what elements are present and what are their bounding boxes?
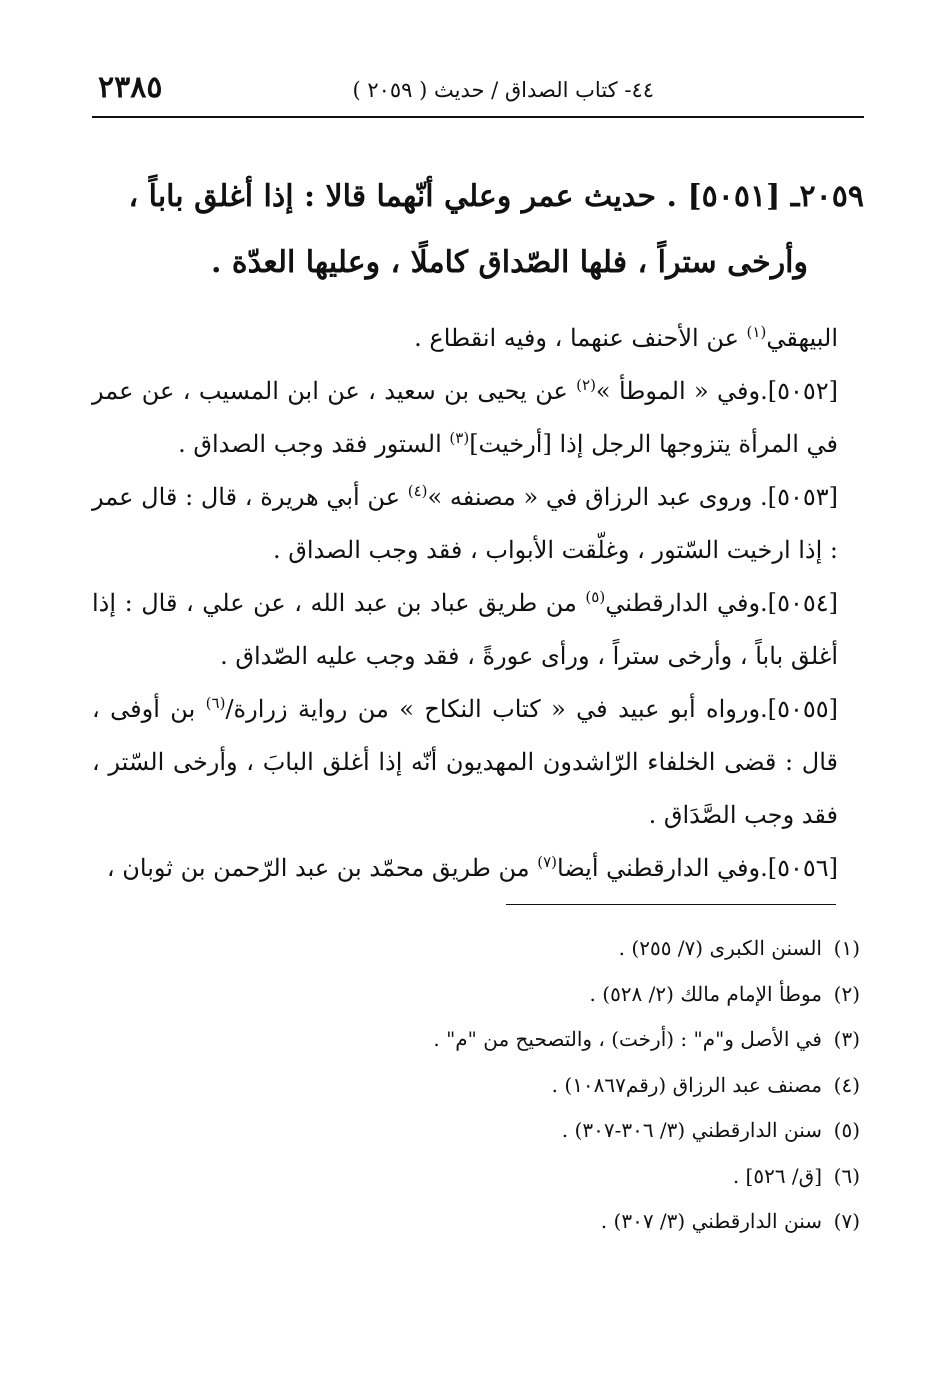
- running-header-title: ٤٤- كتاب الصداق / حديث ( ٢٠٥٩ ): [352, 78, 654, 102]
- paragraph-text: [٥٠٥٦].وفي الدارقطني أيضا: [557, 854, 838, 882]
- footnote-text: في الأصل و"م" : (أرخت) ، والتصحيح من "م" .: [433, 1027, 822, 1051]
- footnote: [100, 1199, 860, 1245]
- footnote-text: مصنف عبد الرزاق (رقم١٠٨٦٧) .: [551, 1072, 822, 1097]
- commentary-body: [92, 312, 864, 895]
- paragraph-text: عن يحيى بن سعيد ، عن ابن المسيب ، عن عمر في المرأة يتزوجها الرجل إذا [أرخيت]: [92, 377, 838, 458]
- footnote-text: السنن الكبرى (٧/ ٢٥٥) .: [618, 936, 822, 960]
- paragraph-text: [٥٠٥٢].وفي « الموطأ »: [595, 377, 839, 405]
- footnote-number: (٤): [833, 1072, 860, 1097]
- footnote-ref: (٦): [205, 694, 226, 712]
- paragraph: [92, 471, 864, 577]
- paragraph-text: عن أبي هريرة ، قال : قال عمر : إذا ارخيت السّتور ، وغلّقت الأبواب ، فقد وجب الصداق .: [92, 483, 838, 564]
- page-number: ٢٣٨٥: [98, 70, 163, 105]
- paragraph-text: عن الأحنف عنهما ، وفيه انقطاع .: [414, 324, 747, 352]
- footnote-number: (٢): [833, 981, 860, 1006]
- paragraph-text: [٥٠٥٣]. وروى عبد الرزاق في « مصنفه »: [427, 483, 838, 511]
- paragraph-text: بن أوفى ، قال : قضى الخلفاء الرّاشدون المهديون أنّه إذا أغلق البابَ ، وأرخى السّتر ، فقد وجب الصَّدَاق .: [92, 695, 838, 829]
- paragraph: [92, 842, 864, 895]
- running-header: [92, 70, 864, 114]
- footnote-ref: (٥): [585, 588, 606, 606]
- footnote-number: (٣): [833, 1027, 860, 1051]
- hadith-number: ٢٠٥٩ـ: [790, 179, 864, 214]
- footnote-number: (٦): [833, 1163, 860, 1188]
- footnote-ref: (٣): [449, 429, 470, 447]
- paragraph: [92, 365, 864, 471]
- footnote-ref: (٧): [537, 853, 558, 871]
- footnote-number: (١): [833, 936, 860, 960]
- footnote-divider: [506, 904, 836, 905]
- footnote-text: موطأ الإمام مالك (٢/ ٥٢٨) .: [589, 981, 822, 1006]
- footnote-ref: (١): [746, 323, 767, 341]
- footnote: [100, 972, 860, 1018]
- footnote-text: [ق/ ٥٢٦] .: [732, 1163, 822, 1188]
- paragraph: [92, 577, 864, 683]
- footnote-ref: (٤): [407, 482, 428, 500]
- footnote-text: سنن الدارقطني (٣/ ٣٠٧) .: [600, 1209, 822, 1233]
- paragraph-text: من طريق محمّد بن عبد الرّحمن بن ثوبان ،: [106, 854, 538, 882]
- footnote: [100, 1017, 860, 1063]
- paragraph-text: من طريق عباد بن عبد الله ، عن علي ، قال : إذا أغلق باباً ، وأرخى ستراً ، ورأى عورةً ، فقد وجب عليه الصّداق .: [92, 589, 838, 670]
- hadith-text-line1: . حديث عمر وعلي أنّهما قالا : إذا أغلق باباً ،: [128, 179, 677, 214]
- paragraph-text: البيهقي: [766, 324, 838, 352]
- header-divider: [92, 116, 864, 118]
- paragraph: [92, 312, 864, 365]
- footnote: [100, 926, 860, 972]
- paragraph-text: الستور فقد وجب الصداق .: [178, 430, 450, 458]
- footnote-number: (٧): [833, 1209, 860, 1233]
- hadith-text-line2: وأرخى ستراً ، فلها الصّداق كاملًا ، وعليها العدّة .: [211, 245, 808, 280]
- footnote-number: (٥): [833, 1118, 860, 1142]
- footnote: [100, 1108, 860, 1154]
- footnote-text: سنن الدارقطني (٣/ ٣٠٦-٣٠٧) .: [561, 1118, 822, 1142]
- footnote: [100, 1063, 860, 1109]
- footnote-ref: (٢): [576, 376, 596, 394]
- hadith-reference: [٥٠٥١]: [687, 179, 781, 214]
- footnote: [100, 1154, 860, 1200]
- paragraph-text: [٥٠٥٥].ورواه أبو عبيد في « كتاب النكاح » من رواية زرارة/: [225, 695, 838, 723]
- hadith-heading: [74, 164, 864, 296]
- paragraph-text: [٥٠٥٤].وفي الدارقطني: [605, 589, 838, 617]
- footnotes: [100, 926, 860, 1245]
- paragraph: [92, 683, 864, 842]
